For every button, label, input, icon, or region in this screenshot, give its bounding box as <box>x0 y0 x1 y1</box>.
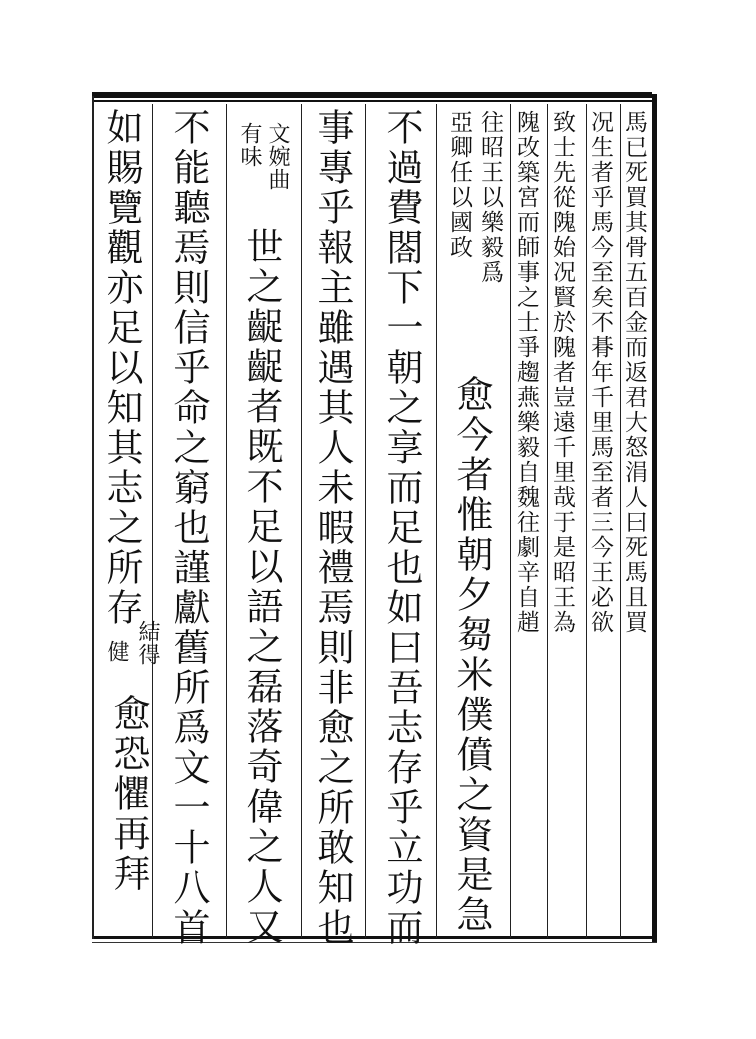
text-column-3: 致士先從隗始况賢於隗者豈遠千里哉于是昭王為 <box>549 110 575 635</box>
text-column-6: 不過費閤下一朝之享而足也如曰吾志存乎立功而 <box>380 108 423 948</box>
text-column-8: 世之齪齪者既不足以語之磊落奇偉之人又 <box>240 227 283 947</box>
annotation-2b: 健 <box>104 640 129 663</box>
frame-top-border <box>92 92 652 98</box>
column-rule <box>301 104 302 938</box>
annotation-1a: 文婉曲 <box>265 122 290 191</box>
text-column-1: 馬已死買其骨五百金而返君大怒涓人曰死馬且買 <box>621 110 647 635</box>
text-column-5a: 往昭王以樂毅爲 <box>477 110 503 285</box>
text-column-4: 隗改築宮而師事之士爭趨燕樂毅自魏往劇辛自趙 <box>513 110 539 635</box>
text-column-7: 事專乎報主雖遇其人未暇禮焉則非愈之所敢知也 <box>311 108 354 948</box>
frame-right-border <box>652 94 657 942</box>
column-rule <box>365 104 366 938</box>
text-column-10: 如賜覽觀亦足以知其志之所存 <box>100 108 143 628</box>
column-rule <box>547 104 548 938</box>
closing-line: 愈恐懼再拜 <box>107 694 150 894</box>
text-column-9: 不能聽焉則信乎命之窮也謹獻舊所爲文一十八首 <box>167 108 210 948</box>
text-column-5-main: 愈今者惟朝夕芻米僕僨之資是急 <box>450 375 493 935</box>
text-column-5b: 亞卿任以國政 <box>446 110 472 260</box>
text-column-2: 况生者乎馬今至矣不朞年千里馬至者三今王必欲 <box>587 110 613 635</box>
frame-left-border <box>92 96 94 939</box>
annotation-2a: 結得 <box>135 620 160 666</box>
column-rule <box>510 104 511 938</box>
column-rule <box>226 104 227 938</box>
column-rule <box>152 104 153 938</box>
annotation-1b: 有味 <box>237 122 262 168</box>
frame-top-inner-border <box>92 100 652 102</box>
column-rule <box>436 104 437 938</box>
